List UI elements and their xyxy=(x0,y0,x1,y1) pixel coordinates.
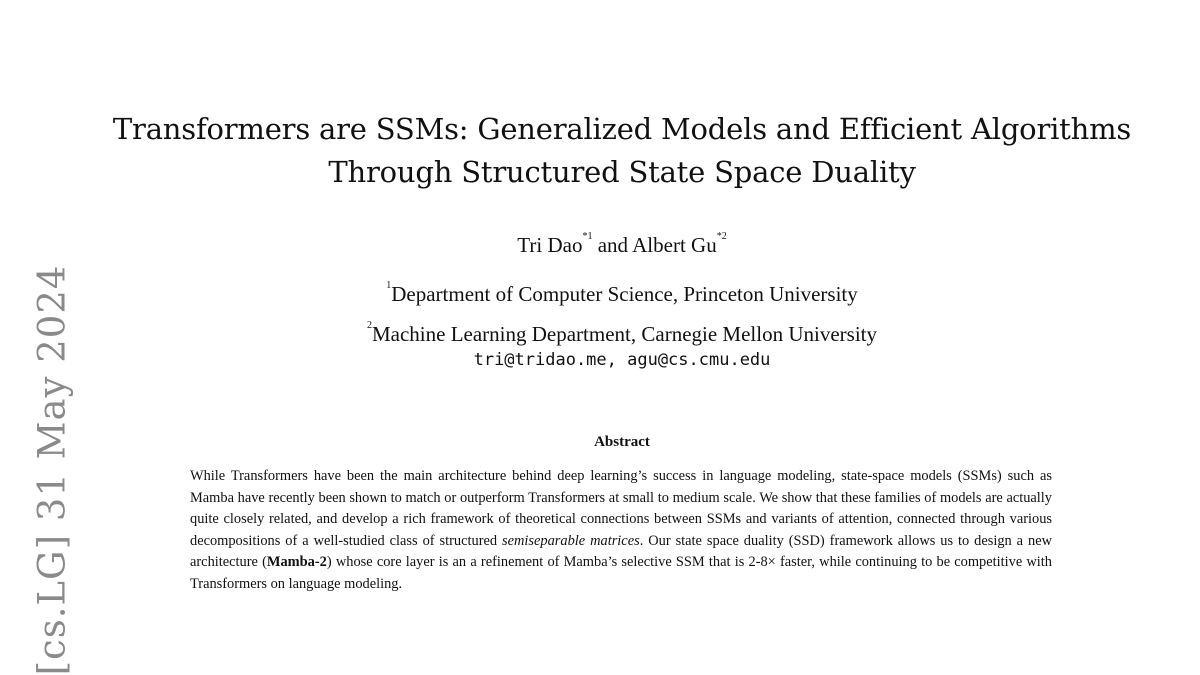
author-affiliation-mark: *2 xyxy=(716,231,727,242)
author-emails: tri@tridao.me, agu@cs.cmu.edu xyxy=(473,350,771,370)
affiliation-text: Department of Computer Science, Princeton University xyxy=(391,282,858,306)
abstract-heading: Abstract xyxy=(594,434,650,450)
paper-title-line-1: Transformers are SSMs: Generalized Models and Efficient Algorithms xyxy=(112,112,1132,146)
abstract-body xyxy=(190,466,1052,596)
author-conjunction: and xyxy=(592,233,633,257)
abstract-text: ) whose core layer is an a refinement of Mamba’s selective SSM that is 2-8× faster, while continuing to be competitive with Transformers on language modeling. xyxy=(190,554,1052,592)
author-name: Tri Dao xyxy=(517,233,583,257)
affiliation-princeton xyxy=(0,282,1200,307)
author-affiliation-mark: *1 xyxy=(582,231,593,242)
abstract-model-name: Mamba-2 xyxy=(266,554,327,571)
author-name: Albert Gu xyxy=(632,233,717,257)
affiliation-mark: 2 xyxy=(366,320,372,331)
abstract-text: . Our state space duality (SSD) framework allows us to design a new architecture ( xyxy=(190,532,1052,571)
author-list xyxy=(0,233,1200,258)
paper-title-line-2: Through Structured State Space Duality xyxy=(328,155,916,189)
affiliation-cmu xyxy=(0,322,1200,347)
affiliation-mark: 1 xyxy=(386,280,392,291)
affiliation-text: Machine Learning Department, Carnegie Mellon University xyxy=(371,322,877,346)
arxiv-identifier-stamp: [cs.LG] 31 May 2024 xyxy=(30,264,74,675)
abstract-text: While Transformers have been the main architecture behind deep learning’s success in language modeling, state-space models (SSMs) such as Mamba have recently been shown to match or outperform Transformers at small to medium scale. We show that these families of models are actually quite closely related, and develop a rich framework of theoretical connections between SSMs and variants of attention, connected through various decompositions of a well-studied class of structured xyxy=(190,468,1052,549)
abstract-emphasis: semiseparable matrices xyxy=(502,532,640,549)
paper-title xyxy=(0,108,1200,194)
